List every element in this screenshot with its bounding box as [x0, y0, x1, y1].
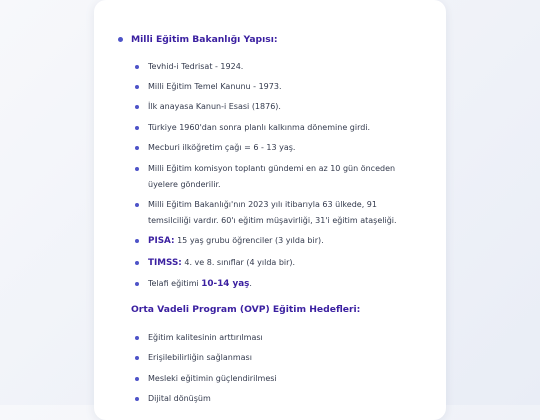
bullet-icon [135, 167, 139, 171]
bullet-icon [135, 336, 139, 340]
timss-label: TIMSS: [148, 258, 182, 268]
bullet-icon [135, 65, 139, 69]
bullet-icon [135, 239, 139, 243]
bullet-icon [135, 282, 139, 286]
bullet-icon [135, 356, 139, 360]
list-item: Türkiye 1960'dan sonra planlı kalkınma dönemine girdi. [135, 120, 405, 136]
list-item-timss: TIMSS: 4. ve 8. sınıflar (4 yılda bir). [135, 255, 405, 271]
bullet-icon [135, 261, 139, 265]
bullet-icon [135, 105, 139, 109]
bullet-icon [135, 85, 139, 89]
list-item-pisa: PISA: 15 yaş grubu öğrenciler (3 yılda bir). [135, 233, 405, 249]
list-item: Erişilebilirliğin sağlanması [135, 350, 405, 366]
age-highlight: 10-14 yaş [201, 279, 250, 289]
list-item-telafi: Telafi eğitimi 10-14 yaş. [135, 276, 405, 292]
bullet-icon [135, 377, 139, 381]
list-item: Eğitim kalitesinin arttırılması [135, 330, 405, 346]
bullet-icon [135, 203, 139, 207]
list-item: Milli Eğitim Bakanlığı'nın 2023 yılı itibarıyla 63 ülkede, 91 temsilciliği vardır. 60'ı eğitim müşavirliği, 31'i eğitim ataşeliği. [135, 197, 405, 229]
pisa-label: PISA: [148, 236, 175, 246]
bullet-icon [118, 37, 123, 42]
bullet-icon [135, 146, 139, 150]
list-item: Mesleki eğitimin güçlendirilmesi [135, 371, 405, 387]
section-heading-ovp-goals: Orta Vadeli Program (OVP) Eğitim Hedefleri: [131, 304, 361, 315]
bullet-icon [135, 126, 139, 130]
list-item: Dijital dönüşüm [135, 391, 405, 407]
list-item: Tevhid-i Tedrisat - 1924. [135, 59, 405, 75]
list-item: Mecburi ilköğretim çağı = 6 - 13 yaş. [135, 140, 405, 156]
bullet-icon [135, 397, 139, 401]
list-item: İlk anayasa Kanun-i Esasi (1876). [135, 99, 405, 115]
section-heading-meb-structure: Milli Eğitim Bakanlığı Yapısı: [118, 34, 278, 45]
list-item: Milli Eğitim Temel Kanunu - 1973. [135, 79, 405, 95]
list-item: Milli Eğitim komisyon toplantı gündemi en az 10 gün önceden üyelere gönderilir. [135, 161, 405, 193]
